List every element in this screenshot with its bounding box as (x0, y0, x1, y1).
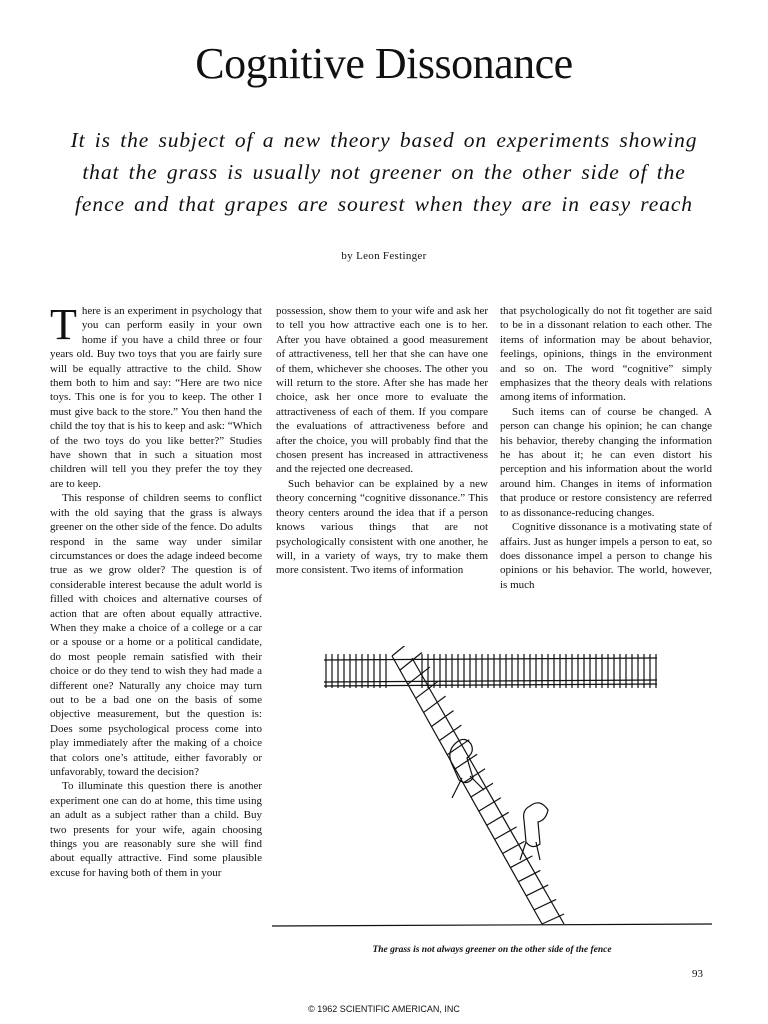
figure-caption: The grass is not always greener on the other side of the fence (372, 945, 612, 955)
diagonal-picket (503, 841, 525, 853)
column-3 (500, 304, 712, 592)
ground-line (272, 924, 712, 926)
byline: by Leon Festinger (341, 250, 427, 262)
diagonal-picket (392, 646, 414, 656)
figure-left (450, 739, 473, 782)
paragraph: This response of children seems to conflict with the old saying that the grass is always greener on the other side of the fence. Do adults respond in the same way under similar circumstances or does the adage indeed become true as we grow older? The question is of considerable interest because the adult world is filled with choices and alternative courses of action that are often about equally attractive. When they make a choice of a college or a car or a spouse or a home or a political candidate, do most people remain satisfied with their choice or do they tend to wish they had made a different one? Naturally any choice may turn out to be a bad one on the basis of some objective measurement, but the question is: Does some psychological process come into play immediately after the making of a choice that colors one’s attitude, either favorably or unfavorably, toward the decision? (50, 492, 262, 778)
diagonal-picket (487, 812, 509, 825)
column-1 (50, 300, 262, 880)
diagonal-picket (510, 856, 532, 868)
paragraph: Such behavior can be explained by a new theory concerning “cognitive dissonance.” This theory centers around the idea that if a person knows various things that are not psychologically consistent with one another, he will, in a variety of ways, try to make them more consistent. Two items of information (276, 477, 488, 577)
diagonal-pickets (392, 646, 564, 924)
page-number: 93 (692, 968, 703, 980)
diagonal-picket (495, 827, 517, 840)
figure-right (524, 803, 548, 847)
copyright-notice: © 1962 SCIENTIFIC AMERICAN, INC (308, 1004, 460, 1014)
fence-cartoon (272, 646, 712, 938)
paragraph (50, 300, 262, 491)
diagonal-fence-edge (392, 656, 542, 924)
article-title: Cognitive Dissonance (195, 39, 573, 88)
paragraph-text: here is an experiment in psychology that you can perform easily in your own home if you have a child three or four years old. Buy two toys that you are fairly sure will be equally attractive to the child. Show them both to him and say: “Here are two nice toys. This one is for you to keep. The other I must give back to the store.” You then hand the child the toy that is his to keep and ask: “Which of the two toys do you like better?” Studies have shown that in such a situation most children will tell you they prefer the toy they are to keep. (50, 305, 262, 490)
paragraph: Cognitive dissonance is a motivating state of affairs. Just as hunger impels a person to eat, so does dissonance impel a person to change his opinions or his behavior. The world, however, is much (500, 521, 712, 591)
fence-cartoon-icon (272, 646, 712, 938)
diagonal-fence-edge (412, 658, 564, 924)
diagonal-picket (400, 653, 422, 671)
drop-cap: T (50, 300, 77, 349)
column-2 (276, 304, 488, 578)
paragraph: possession, show them to your wife and ask her to tell you how attractive each one is to her. After you have obtained a good measurement of attractiveness, tell her that she can have one of them, whichever she chooses. The other you will return to the store. After she has made her choice, ask her once more to evaluate the attractiveness of each of them. If you compare the evaluations of attractiveness before and after the choice, you will probably find that the chosen present has increased in attractiveness and the rejected one decreased. (276, 305, 488, 476)
article-subtitle: It is the subject of a new theory based on experiments showing that the grass is usually not greener on the other side of the fence and that grapes are sourest when they are in easy reach (70, 128, 698, 216)
diagonal-picket (479, 798, 501, 811)
paragraph: Such items can of course be changed. A person can change his opinion; he can change his behavior, thereby changing the information he has about it; he can even distort his perception and his information about the world around him. Changes in items of information that produce or restore consistency are referred to as dissonance-reducing changes. (500, 405, 712, 519)
paragraph: To illuminate this question there is another experiment one can do at home, this time using an adult as a subject rather than a child. Buy two presents for your wife, again choosing things you are reasonably sure she will find about equally attractive. Find some plausible excuse for having both of them in your (50, 780, 262, 879)
paragraph: that psychologically do not fit together are said to be in a dissonant relation to each other. The items of information may be about behavior, feelings, opinions, things in the environment and so on. The word “cognitive” simply emphasizes that the theory deals with relations among items of information. (500, 305, 712, 404)
